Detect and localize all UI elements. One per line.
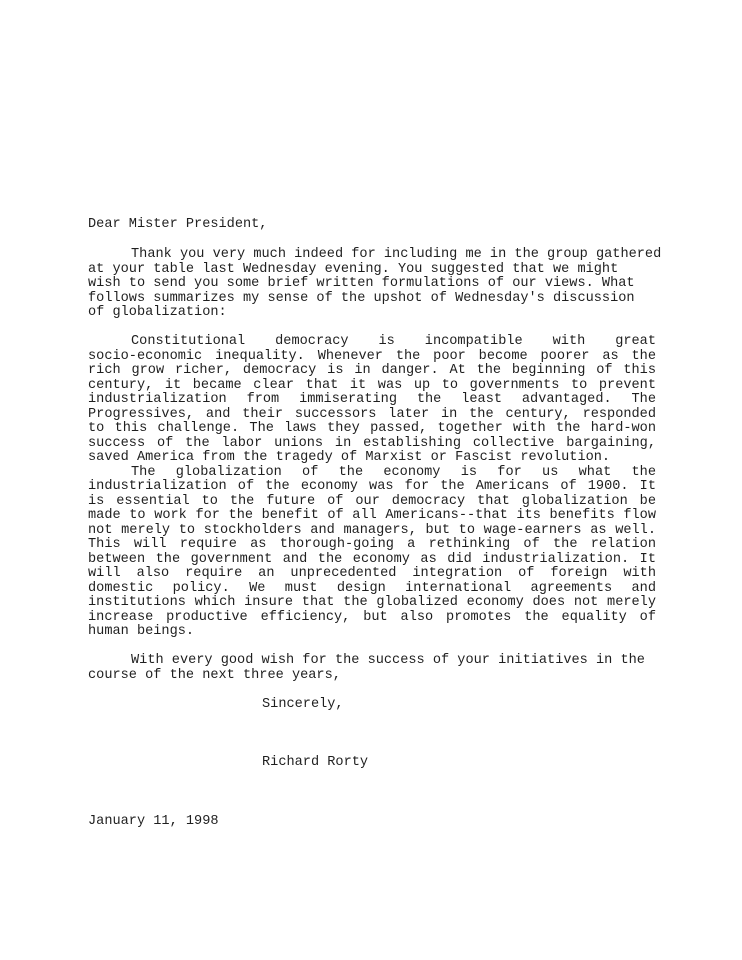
paragraph3-line: not merely to stockholders and managers, but to wage-earners as well.	[88, 522, 656, 538]
paragraph2-line: socio-economic inequality. Whenever the poor become poorer as the	[88, 348, 656, 364]
paragraph1-line: at your table last Wednesday evening. You suggested that we might	[88, 261, 619, 277]
paragraph1-line: Thank you very much indeed for including me in the group gathered	[131, 247, 662, 262]
paragraph2-line: saved America from the tragedy of Marxist or Fascist revolution.	[88, 450, 611, 465]
paragraph3-line: domestic policy. We must design international agreements and	[88, 580, 656, 596]
paragraph4-line: course of the next three years,	[88, 667, 341, 683]
paragraph3-line: human beings.	[88, 624, 195, 639]
paragraph3-line: between the government and the economy as did industrialization. It	[88, 551, 656, 567]
paragraph1-line: wish to send you some brief written formulations of our views. What	[88, 276, 635, 291]
paragraph2-line: century, it became clear that it was up to governments to prevent	[88, 377, 656, 393]
paragraph2-line: Progressives, and their successors later in the century, responded	[88, 406, 656, 422]
paragraph2-line: success of the labor unions in establishing collective bargaining,	[88, 435, 656, 451]
paragraph4-line: With every good wish for the success of your initiatives in the	[131, 653, 645, 668]
paragraph3-line: is essential to the future of our democracy that globalization be	[88, 493, 656, 509]
paragraph3-line: made to work for the benefit of all Americans--that its benefits flow	[88, 508, 656, 523]
paragraph3-line: institutions which insure that the globalized economy does not merely	[88, 595, 656, 610]
paragraph2-line: Constitutional democracy is incompatible with great	[131, 334, 656, 349]
paragraph3-line: will also require an unprecedented integration of foreign with	[88, 566, 656, 581]
paragraph2-line: to this challenge. The laws they passed, together with the hard-won	[88, 421, 656, 436]
paragraph3-line: increase productive efficiency, but also promotes the equality of	[88, 609, 656, 625]
salutation: Dear Mister President,	[88, 217, 268, 232]
paragraph2-line: rich grow richer, democracy is in danger. At the beginning of this	[88, 363, 656, 378]
closing: Sincerely,	[262, 697, 344, 712]
letter-date: January 11, 1998	[88, 814, 219, 829]
paragraph3-line: industrialization of the economy was for the Americans of 1900. It	[88, 479, 656, 494]
signature: Richard Rorty	[262, 755, 369, 770]
paragraph3-line: The globalization of the economy is for us what the	[131, 464, 656, 480]
paragraph3-line: This will require as thorough-going a rethinking of the relation	[88, 537, 656, 552]
paragraph2-line: industrialization from immiserating the least advantaged. The	[88, 392, 656, 407]
paragraph1-line: of globalization:	[88, 305, 227, 320]
paragraph1-line: follows summarizes my sense of the upshot of Wednesday's discussion	[88, 290, 635, 306]
